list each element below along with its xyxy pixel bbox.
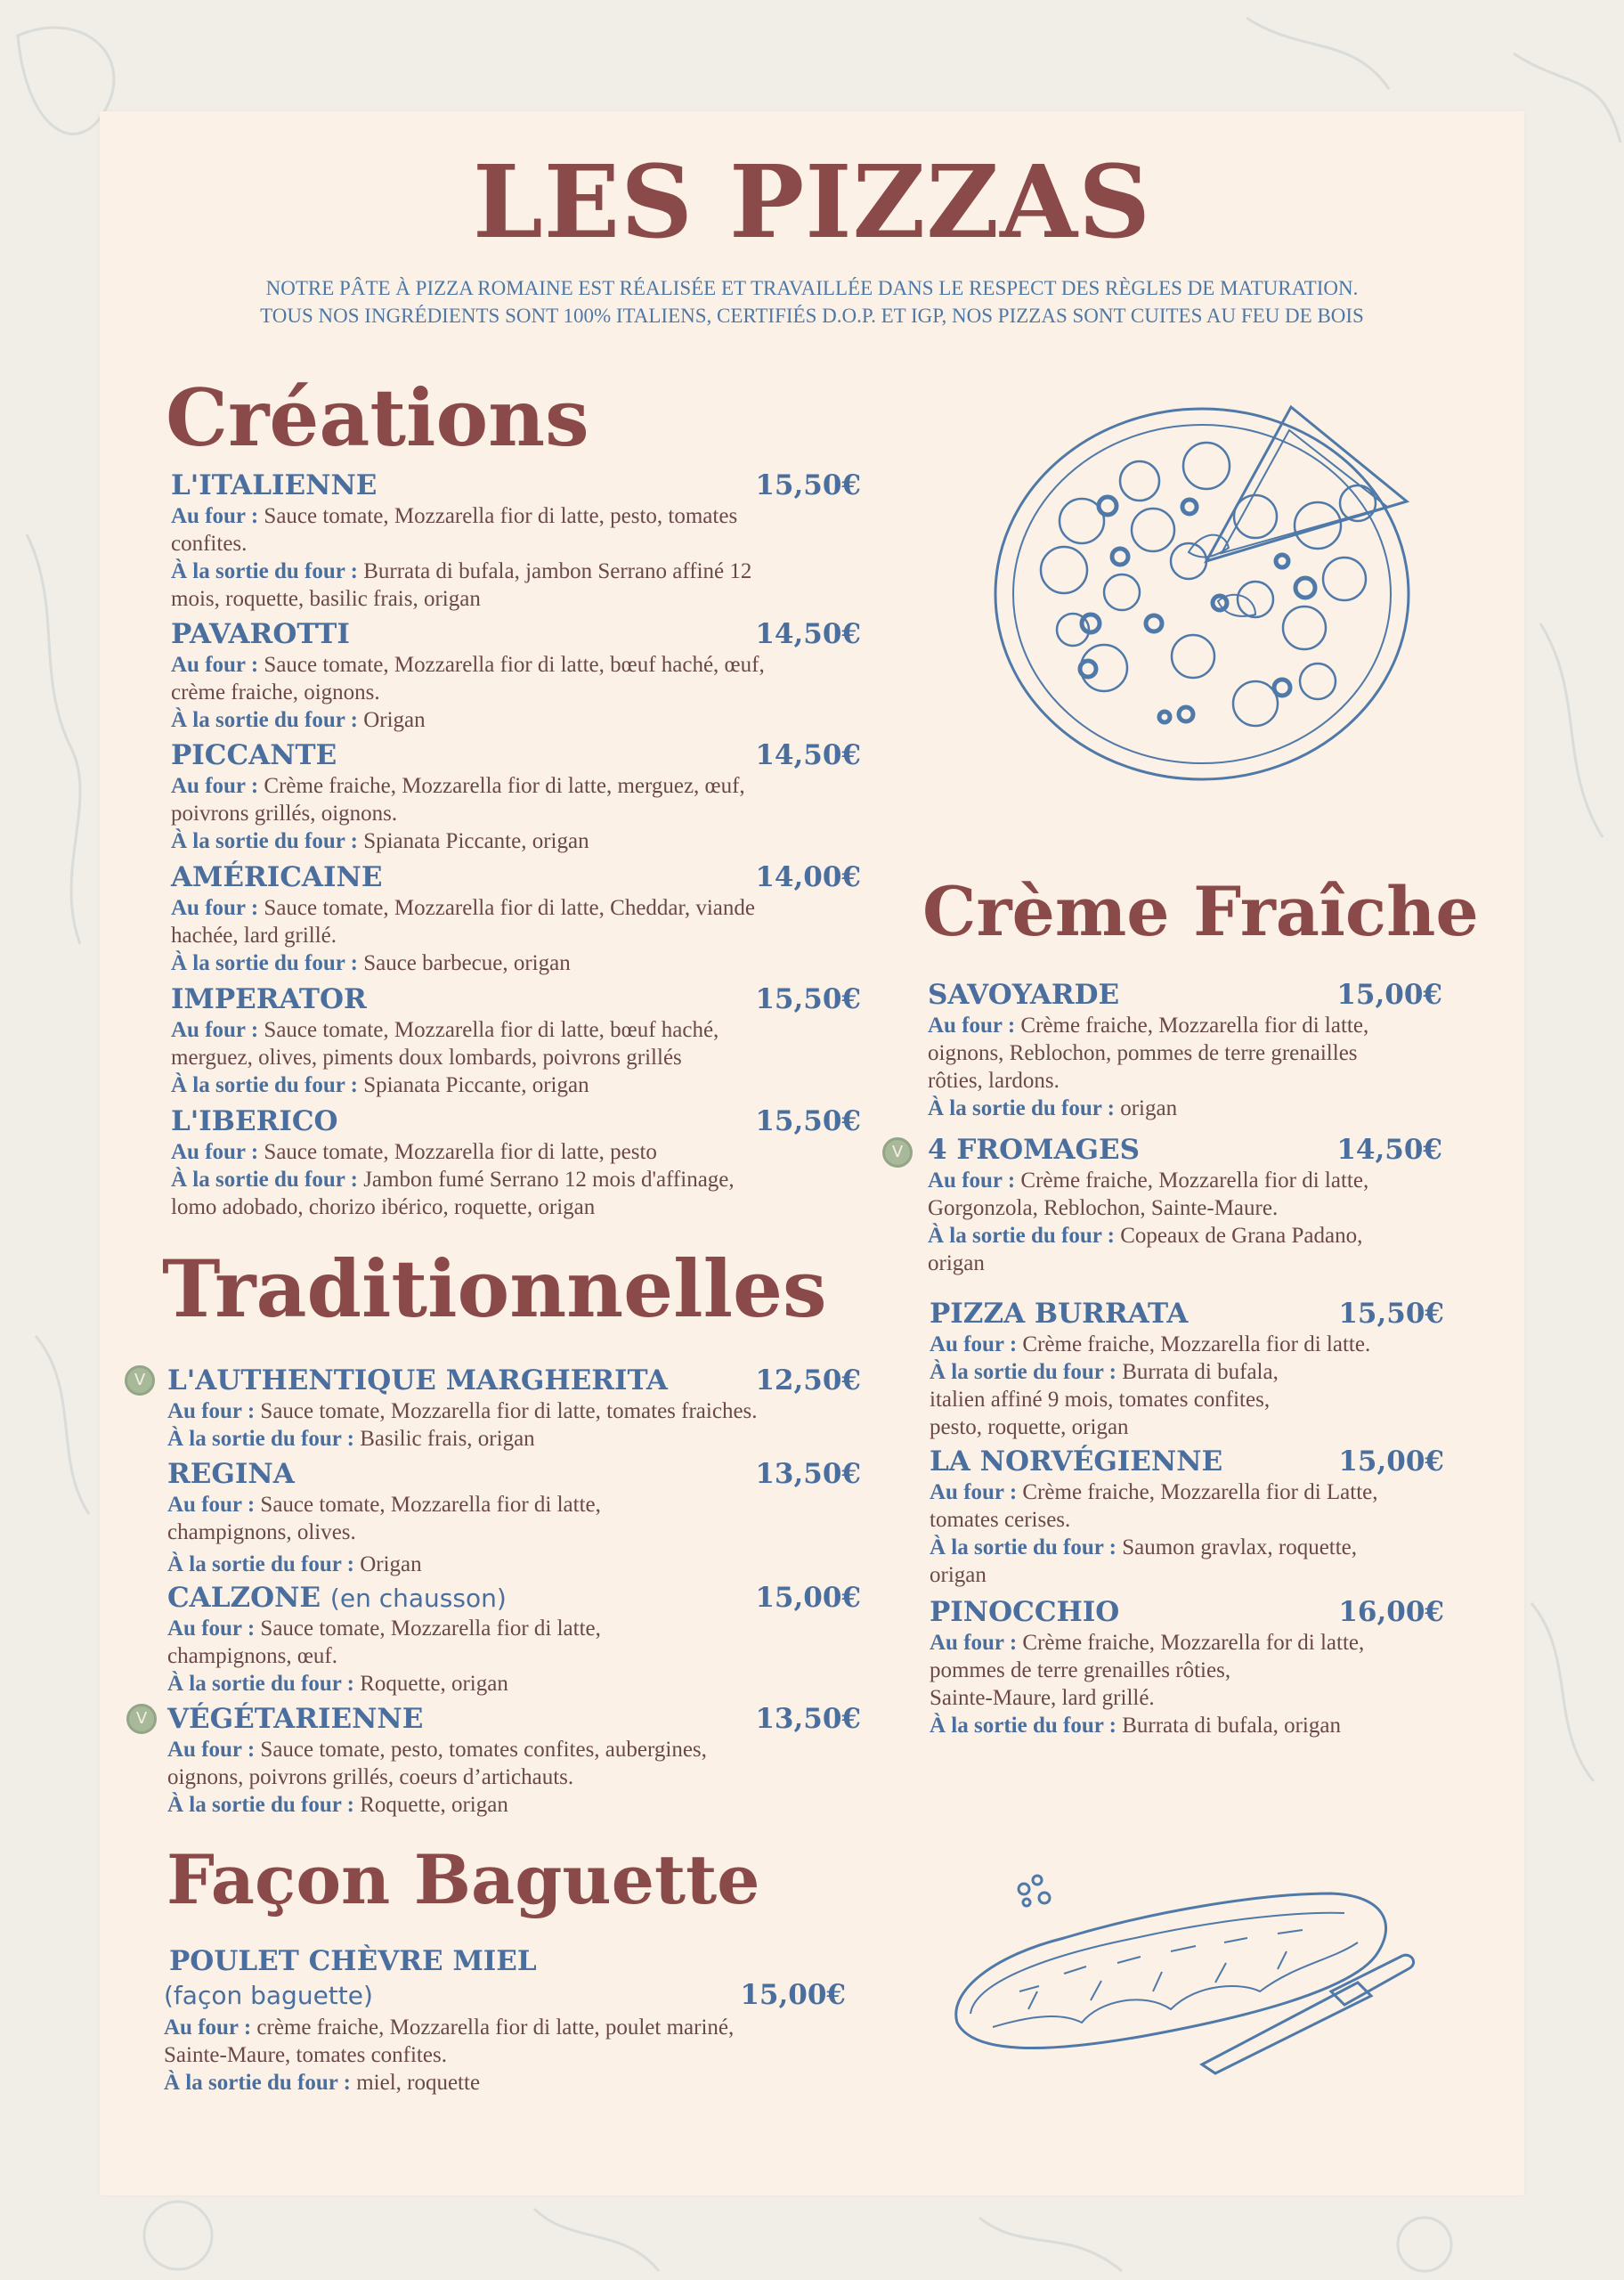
after-label: À la sortie du four :: [167, 1793, 354, 1817]
item-after: Jambon fumé Serrano 12 mois d'affinage,: [363, 1168, 735, 1192]
oven-label: Au four :: [928, 1168, 1016, 1193]
item-name: SAVOYARDE: [928, 979, 1120, 1011]
menu-item-poulet-chevre-miel: [164, 1944, 846, 2097]
menu-item-pinocchio: [930, 1595, 1444, 1739]
item-oven: tomates cerises.: [930, 1508, 1071, 1532]
page-title: LES PIZZAS: [473, 144, 1151, 261]
vegetarian-icon: V: [882, 1137, 913, 1168]
after-label: À la sortie du four :: [928, 1224, 1115, 1248]
after-label: À la sortie du four :: [167, 1552, 354, 1576]
oven-label: Au four :: [164, 2015, 252, 2040]
item-name: PINOCCHIO: [930, 1596, 1120, 1628]
item-price: 15,50€: [755, 983, 861, 1015]
item-after: Roquette, origan: [360, 1672, 508, 1696]
item-price: 12,50€: [755, 1364, 861, 1396]
item-oven: crème fraiche, oignons.: [171, 680, 380, 704]
after-label: À la sortie du four :: [171, 1073, 358, 1097]
menu-item-la-norvegienne: [930, 1445, 1444, 1589]
after-label: À la sortie du four :: [167, 1672, 354, 1696]
item-price: 14,50€: [1336, 1134, 1442, 1166]
item-price: 15,00€: [740, 1979, 846, 2011]
item-name: 4 FROMAGES: [928, 1134, 1140, 1166]
item-name: AMÉRICAINE: [171, 861, 383, 893]
menu-item-pizza-burrata: [930, 1297, 1444, 1441]
item-name: L'IBERICO: [171, 1105, 338, 1137]
item-oven: merguez, olives, piments doux lombards, poivrons grillés: [171, 1046, 682, 1070]
item-oven: oignons, poivrons grillés, coeurs d’artichauts.: [167, 1765, 574, 1789]
after-label: À la sortie du four :: [928, 1096, 1115, 1120]
after-label: À la sortie du four :: [164, 2071, 351, 2095]
item-oven: hachée, lard grillé.: [171, 924, 337, 948]
intro-line-1: NOTRE PÂTE À PIZZA ROMAINE EST RÉALISÉE ET TRAVAILLÉE DANS LE RESPECT DES RÈGLES DE MATURATION.: [265, 277, 1359, 299]
menu-item-americaine: [171, 860, 861, 977]
oven-label: Au four :: [171, 653, 259, 677]
item-name: REGINA: [167, 1458, 295, 1490]
oven-label: Au four :: [167, 1493, 256, 1517]
item-price: 13,50€: [755, 1703, 861, 1735]
item-after: Burrata di bufala, origan: [1122, 1714, 1341, 1738]
item-after: miel, roquette: [356, 2071, 481, 2095]
item-oven: crème fraiche, Mozzarella fior di latte, poulet mariné,: [256, 2015, 735, 2040]
item-after: Burrata di bufala, jambon Serrano affiné 12: [363, 559, 752, 583]
item-after: Basilic frais, origan: [360, 1427, 535, 1451]
menu-item-savoyarde: [928, 978, 1442, 1122]
after-label: À la sortie du four :: [171, 829, 358, 853]
item-oven: poivrons grillés, oignons.: [171, 802, 398, 826]
section-title-baguette: Façon Baguette: [166, 1840, 760, 1919]
oven-label: Au four :: [167, 1616, 256, 1641]
item-oven: oignons, Reblochon, pommes de terre grenailles: [928, 1041, 1358, 1065]
item-oven: Sauce tomate, Mozzarella fior di latte, pesto: [264, 1140, 657, 1164]
menu-item-italienne: [171, 468, 861, 613]
oven-label: Au four :: [930, 1332, 1018, 1356]
menu-item-iberico: [171, 1104, 861, 1221]
item-oven: Sauce tomate, Mozzarella fior di latte, bœuf haché,: [264, 1018, 719, 1042]
after-label: À la sortie du four :: [171, 559, 358, 583]
menu-item-4-fromages: [928, 1133, 1442, 1277]
item-oven: rôties, lardons.: [928, 1069, 1060, 1093]
menu-item-margherita: [167, 1364, 861, 1453]
item-oven: Crème fraiche, Mozzarella fior di latte.: [1022, 1332, 1371, 1356]
after-label: À la sortie du four :: [930, 1535, 1116, 1559]
after-label: À la sortie du four :: [171, 708, 358, 732]
item-oven: Sauce tomate, Mozzarella fior di latte,: [260, 1493, 601, 1517]
menu-item-imperator: [171, 982, 861, 1099]
item-after: origan: [1120, 1096, 1178, 1120]
item-after: lomo adobado, chorizo ibérico, roquette, origan: [171, 1195, 596, 1219]
pizza-illustration: [988, 396, 1416, 788]
item-name: L'AUTHENTIQUE MARGHERITA: [167, 1364, 668, 1396]
item-price: 14,50€: [755, 618, 861, 650]
item-oven: Sauce tomate, Mozzarella fior di latte, pesto, tomates: [264, 504, 738, 528]
item-after: italien affiné 9 mois, tomates confites,: [930, 1388, 1271, 1412]
item-after: mois, roquette, basilic frais, origan: [171, 587, 481, 611]
item-oven: Sauce tomate, pesto, tomates confites, aubergines,: [260, 1738, 707, 1762]
item-after: Copeaux de Grana Padano,: [1120, 1224, 1363, 1248]
item-after: Roquette, origan: [360, 1793, 508, 1817]
item-oven: Crème fraiche, Mozzarella fior di Latte,: [1022, 1480, 1378, 1504]
item-oven: Gorgonzola, Reblochon, Sainte-Maure.: [928, 1196, 1279, 1220]
menu-item-calzone: [167, 1581, 861, 1698]
item-name: VÉGÉTARIENNE: [167, 1703, 424, 1735]
item-price: 15,00€: [1336, 979, 1442, 1011]
oven-label: Au four :: [171, 774, 259, 798]
oven-label: Au four :: [167, 1738, 256, 1762]
section-title-creations: Créations: [166, 371, 589, 464]
item-name: PICCANTE: [171, 739, 337, 771]
after-label: À la sortie du four :: [167, 1427, 354, 1451]
intro-line-2: TOUS NOS INGRÉDIENTS SONT 100% ITALIENS, CERTIFIÉS D.O.P. ET IGP, NOS PIZZAS SONT CUITES AU FEU DE BOIS: [260, 305, 1364, 327]
vegetarian-icon: V: [125, 1365, 155, 1396]
menu-item-pavarotti: [171, 617, 861, 734]
after-label: À la sortie du four :: [930, 1714, 1116, 1738]
section-title-creme-fraiche: Crème Fraîche: [922, 872, 1479, 951]
item-name: PIZZA BURRATA: [930, 1298, 1189, 1330]
oven-label: Au four :: [171, 1140, 259, 1164]
item-name: L'ITALIENNE: [171, 469, 378, 501]
item-name: PAVAROTTI: [171, 618, 350, 650]
item-oven: Sauce tomate, Mozzarella fior di latte, bœuf haché, œuf,: [264, 653, 765, 677]
item-after: pesto, roquette, origan: [930, 1415, 1129, 1439]
oven-label: Au four :: [928, 1014, 1016, 1038]
item-oven: Sainte-Maure, tomates confites.: [164, 2043, 447, 2067]
item-price: 16,00€: [1338, 1596, 1444, 1628]
item-oven: confites.: [171, 532, 248, 556]
item-after: Origan: [360, 1552, 422, 1576]
item-oven: Sauce tomate, Mozzarella fior di latte, Cheddar, viande: [264, 896, 755, 920]
menu-item-piccante: [171, 738, 861, 855]
item-after: Sauce barbecue, origan: [363, 951, 571, 975]
item-oven: champignons, œuf.: [167, 1644, 337, 1668]
vegetarian-icon: V: [126, 1704, 157, 1734]
item-price: 13,50€: [755, 1458, 861, 1490]
menu-item-regina: [167, 1457, 861, 1578]
item-oven: Sauce tomate, Mozzarella fior di latte,: [260, 1616, 601, 1641]
item-after: Spianata Piccante, origan: [363, 1073, 589, 1097]
item-after: origan: [928, 1251, 985, 1275]
item-after: Spianata Piccante, origan: [363, 829, 589, 853]
after-label: À la sortie du four :: [171, 1168, 358, 1192]
section-title-traditionnelles: Traditionnelles: [162, 1242, 827, 1335]
item-oven: champignons, olives.: [167, 1520, 356, 1544]
item-name-extra: (en chausson): [329, 1584, 507, 1613]
item-price: 14,00€: [755, 861, 861, 893]
intro-text: [100, 274, 1524, 330]
item-price: 15,00€: [755, 1582, 861, 1614]
item-oven: Crème fraiche, Mozzarella for di latte,: [1022, 1631, 1365, 1655]
item-name-extra: (façon baguette): [164, 1981, 373, 2010]
item-oven: Sauce tomate, Mozzarella fior di latte, tomates fraiches.: [260, 1399, 758, 1423]
after-label: À la sortie du four :: [171, 951, 358, 975]
item-oven: Sainte-Maure, lard grillé.: [930, 1686, 1155, 1710]
oven-label: Au four :: [171, 1018, 259, 1042]
item-name: CALZONE: [167, 1582, 321, 1614]
oven-label: Au four :: [930, 1480, 1018, 1504]
item-name: LA NORVÉGIENNE: [930, 1445, 1223, 1478]
oven-label: Au four :: [167, 1399, 256, 1423]
item-oven: pommes de terre grenailles rôties,: [930, 1658, 1231, 1682]
item-price: 15,50€: [755, 469, 861, 501]
oven-label: Au four :: [171, 896, 259, 920]
after-label: À la sortie du four :: [930, 1360, 1116, 1384]
item-after: origan: [930, 1563, 987, 1587]
item-price: 15,50€: [1338, 1298, 1444, 1330]
item-after: Origan: [363, 708, 426, 732]
baguette-illustration: [939, 1858, 1420, 2080]
item-name: POULET CHÈVRE MIEL: [169, 1945, 537, 1977]
oven-label: Au four :: [930, 1631, 1018, 1655]
oven-label: Au four :: [171, 504, 259, 528]
item-after: Saumon gravlax, roquette,: [1122, 1535, 1358, 1559]
item-price: 15,00€: [1338, 1445, 1444, 1478]
item-name: IMPERATOR: [171, 983, 367, 1015]
item-price: 15,50€: [755, 1105, 861, 1137]
item-oven: Crème fraiche, Mozzarella fior di latte,: [1020, 1168, 1369, 1193]
item-oven: Crème fraiche, Mozzarella fior di latte,: [1020, 1014, 1369, 1038]
item-after: Burrata di bufala,: [1122, 1360, 1279, 1384]
item-price: 14,50€: [755, 739, 861, 771]
item-oven: Crème fraiche, Mozzarella fior di latte, merguez, œuf,: [264, 774, 745, 798]
menu-item-vegetarienne: [167, 1702, 861, 1819]
